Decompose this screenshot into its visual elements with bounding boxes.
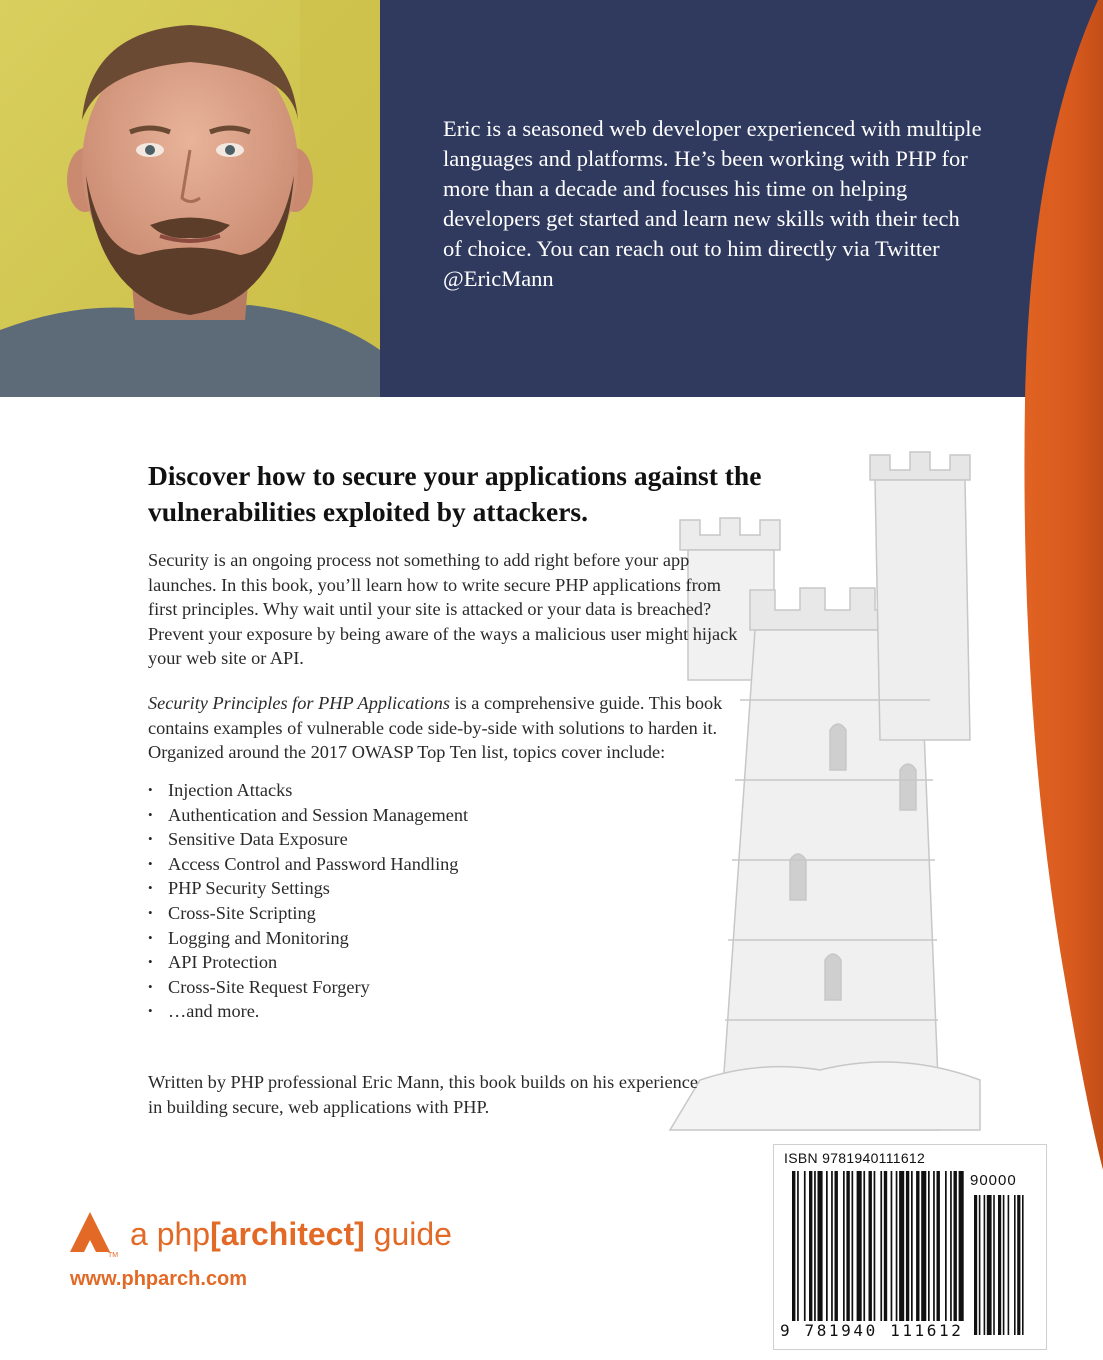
barcode-bar (928, 1171, 930, 1321)
publisher-url: www.phparch.com (70, 1268, 248, 1290)
barcode-bar (906, 1171, 909, 1321)
barcode-bar (792, 1171, 795, 1321)
barcode-bar (797, 1171, 799, 1321)
trademark: TM (108, 1252, 119, 1258)
barcode-bar (884, 1171, 887, 1321)
publisher-line (130, 1216, 452, 1253)
barcode-bar (880, 1171, 882, 1321)
phparch-logo-icon (70, 1212, 120, 1258)
barcode-box (773, 1144, 1047, 1350)
barcode-addon-bar (1014, 1195, 1016, 1335)
topic-item: • …and more. (146, 999, 468, 1024)
guide-text: is a comprehensive guide. This book contains examples of vulnerable code side-by-side with solutions to harden it. Organized around the 2017 OWASP Top Ten list, topics cover include: (148, 693, 723, 762)
barcode-addon-bar (1022, 1195, 1024, 1335)
topics-list (146, 778, 468, 1024)
barcode-bar (814, 1171, 816, 1321)
topic-item: • Authentication and Session Management (146, 803, 468, 828)
topic-item: • Cross-Site Scripting (146, 901, 468, 926)
closing-paragraph: Written by PHP professional Eric Mann, this book builds on his experience in building secure, web applications with PHP. (148, 1072, 698, 1117)
bracket-close: ] (354, 1216, 365, 1252)
barcode-addon-bar (984, 1195, 986, 1335)
intro-paragraph: Security is an ongoing process not something to add right before your app launches. In this book, you’ll learn how to write secure PHP applications from first principles. Why wait until your site is attacked or your data is breached? Prevent your exposure by being aware of the ways a malicious user might hijack your web site or API. (148, 550, 738, 668)
bracket-open: [ (210, 1216, 221, 1252)
author-photo (0, 0, 380, 397)
barcode-bar (891, 1171, 893, 1321)
guide-paragraph (148, 691, 748, 765)
headline: Discover how to secure your applications against the vulnerabilities exploited by attackers. (148, 460, 762, 527)
barcode-addon-bar (993, 1195, 995, 1335)
barcode-addon-bar (1008, 1195, 1010, 1335)
publisher-prefix: a php (130, 1216, 211, 1252)
barcode-bar (921, 1171, 926, 1321)
topic-item: • Sensitive Data Exposure (146, 827, 468, 852)
author-bio: Eric is a seasoned web developer experienced with multiple languages and platforms. He’s been working with PHP for more than a decade and focuses his time on helping developers get started and learn new skills with their tech of choice. You can reach out to him directly via Twitter @EricMann (443, 116, 982, 291)
barcode-bar (916, 1171, 919, 1321)
topic-item: • Access Control and Password Handling (146, 852, 468, 877)
publisher-word: architect (220, 1216, 355, 1252)
barcode-bar (950, 1171, 952, 1321)
barcode-bar (937, 1171, 940, 1321)
topic-item: • Cross-Site Request Forgery (146, 975, 468, 1000)
barcode-bar (869, 1171, 872, 1321)
barcode-bar (954, 1171, 957, 1321)
topic-item: • Logging and Monitoring (146, 926, 468, 951)
topic-item: • Injection Attacks (146, 778, 468, 803)
barcode-addon-bar (998, 1195, 1001, 1335)
barcode-bar (818, 1171, 823, 1321)
publisher-suffix: guide (364, 1216, 452, 1252)
barcode-bar (804, 1171, 806, 1321)
barcode-bar (863, 1171, 865, 1321)
barcode-addon-bar (1017, 1195, 1020, 1335)
barcode-bar (945, 1171, 947, 1321)
barcode-bar (857, 1171, 862, 1321)
barcode-bar (959, 1171, 964, 1321)
isbn-digits: 9 781940 111612 (780, 1321, 964, 1340)
castle-illustration (640, 440, 1020, 1140)
barcode-bar (843, 1171, 845, 1321)
book-title: Security Principles for PHP Applications (148, 693, 450, 713)
barcode-bar (874, 1171, 876, 1321)
barcode-addon-bar (974, 1195, 977, 1335)
barcode-bar (835, 1171, 838, 1321)
barcode-bar (846, 1171, 849, 1321)
barcode-bar (831, 1171, 833, 1321)
barcode-addon-bar (987, 1195, 992, 1335)
barcode-bar (899, 1171, 904, 1321)
price-code: 90000 (970, 1172, 1017, 1189)
barcode-bar (826, 1171, 828, 1321)
barcode-bar (933, 1171, 935, 1321)
barcode-bar (809, 1171, 812, 1321)
barcode-bar (852, 1171, 854, 1321)
barcode-bar (911, 1171, 913, 1321)
topic-item: • API Protection (146, 950, 468, 975)
barcode-addon-bar (979, 1195, 981, 1335)
isbn-label: ISBN 9781940111612 (784, 1150, 926, 1166)
topic-item: • PHP Security Settings (146, 876, 468, 901)
barcode-addon-bar (1003, 1195, 1005, 1335)
barcode-bar (896, 1171, 898, 1321)
